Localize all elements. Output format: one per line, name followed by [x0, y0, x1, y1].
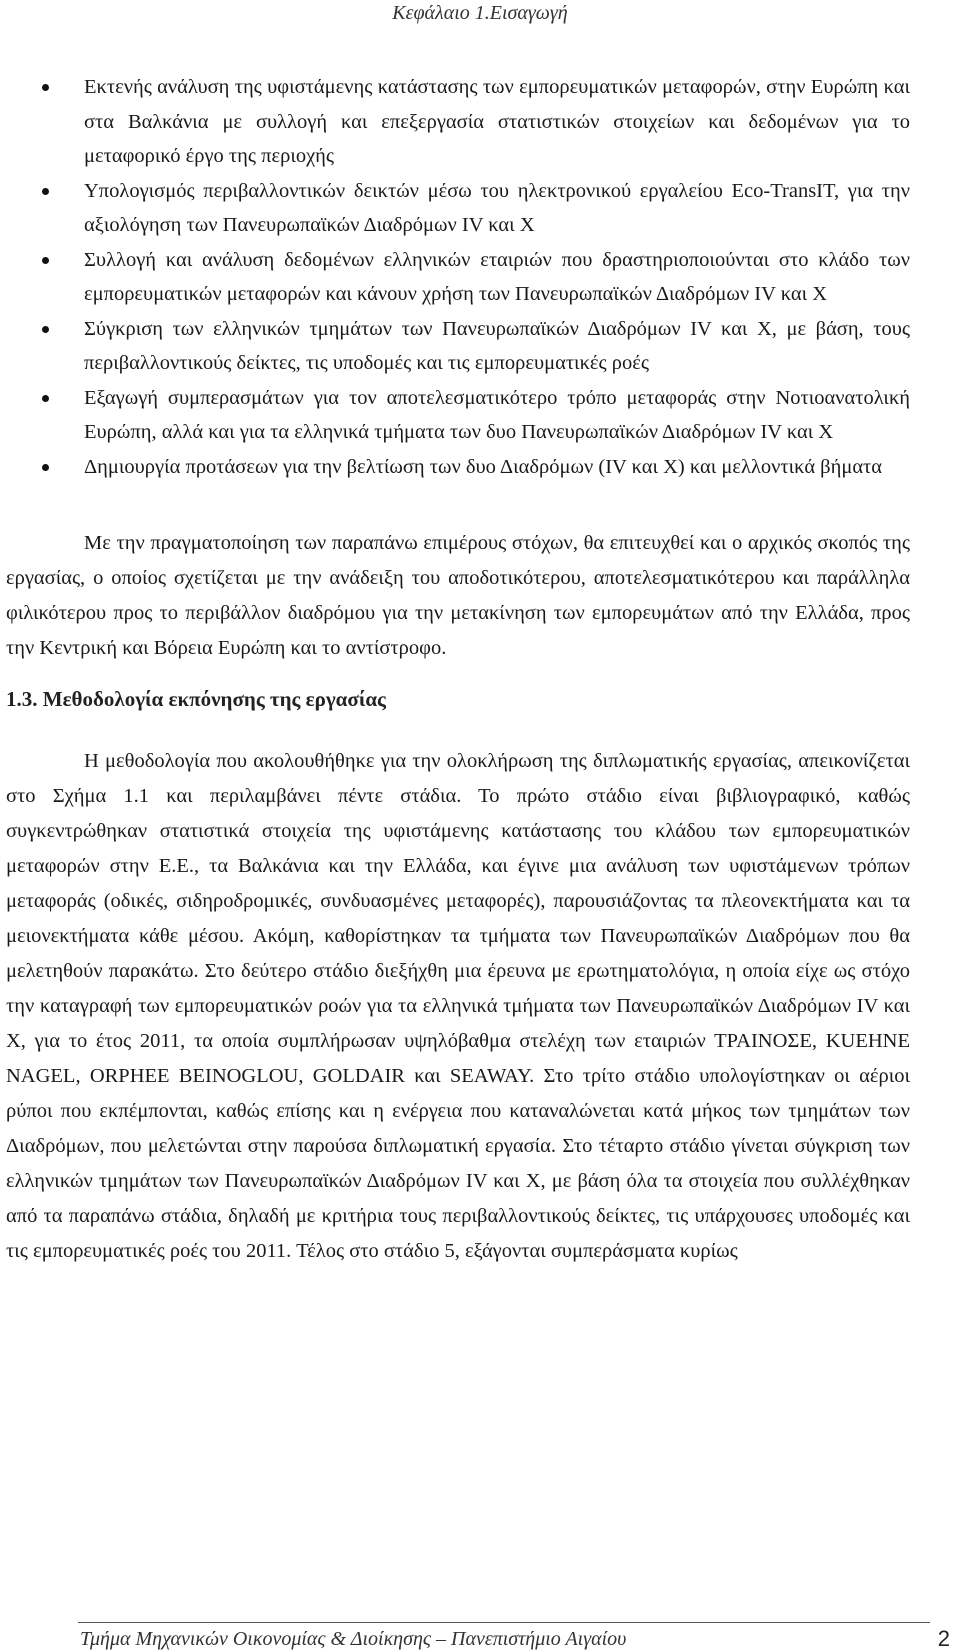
- footer-divider: [78, 1622, 930, 1623]
- page-header: Κεφάλαιο 1.Εισαγωγή: [392, 2, 568, 24]
- page-body: [6, 70, 910, 1269]
- page-number: 2: [937, 1626, 950, 1651]
- goal-paragraph: Με την πραγματοποίηση των παραπάνω επιμέρους στόχων, θα επιτευχθεί και ο αρχικός σκοπός της εργασίας, ο οποίος σχετίζεται με την ανάδειξη του αποδοτικότερου, αποτελεσματικότερου και παράλληλα φιλικότερου προς το περιβάλλον διαδρόμου για την μετακίνηση των εμπορευμάτων από την Ελλάδα, προς την Κεντρική και Βόρεια Ευρώπη και το αντίστροφο.: [6, 532, 910, 659]
- list-item: Υπολογισμός περιβαλλοντικών δεικτών μέσω του ηλεκτρονικού εργαλείου Eco-TransIT, για την αξιολόγηση των Πανευρωπαϊκών Διαδρόμων IV και X: [6, 174, 910, 243]
- methodology-paragraph: Η μεθοδολογία που ακολουθήθηκε για την ολοκλήρωση της διπλωματικής εργασίας, απεικονίζεται στο Σχήμα 1.1 και περιλαμβάνει πέντε στάδια. Το πρώτο στάδιο είναι βιβλιογραφικό, καθώς συγκεντρώθηκαν στατιστικά στοιχεία της υφιστάμενης κατάστασης του κλάδου των εμπορευματικών μεταφορών στην Ε.Ε., τα Βαλκάνια και την Ελλάδα, και έγινε μια ανάλυση των υφιστάμενων τρόπων μεταφοράς (οδικές, σιδηροδρομικές, συνδυασμένες μεταφορές), παρουσιάζοντας τα πλεονεκτήματα και τα μειονεκτήματα κάθε μέσου. Ακόμη, καθορίστηκαν τα τμήματα των Πανευρωπαϊκών Διαδρόμων που θα μελετηθούν παρακάτω. Στο δεύτερο στάδιο διεξήχθη μια έρευνα με ερωτηματολόγια, η οποία είχε ως στόχο την καταγραφή των εμπορευματικών ροών για τα ελληνικά τμήματα των Πανευρωπαϊκών Διαδρόμων IV και X, για το έτος 2011, τα οποία συμπλήρωσαν υψηλόβαθμα στελέχη των εταιριών ΤΡΑΙΝΟΣΕ, KUEHNE NAGEL, ORPHEE BEINOGLOU, GOLDAIR και SEAWAY. Στο τρίτο στάδιο υπολογίστηκαν οι αέριοι ρύποι που εκπέμπονται, καθώς επίσης και η ενέργεια που καταναλώνεται κατά μήκος των τμημάτων των Διαδρόμων, που μελετώνται στην παρούσα διπλωματική εργασία. Στο τέταρτο στάδιο γίνεται σύγκριση των ελληνικών τμημάτων των Πανευρωπαϊκών Διαδρόμων IV και X, με βάση όλα τα στοιχεία που συλλέχθηκαν από τα παραπάνω στάδια, δηλαδή με κριτήρια τους περιβαλλοντικούς δείκτες, τις υπάρχουσες υποδομές και τις εμπορευματικές ροές του 2011. Τέλος στο στάδιο 5, εξάγονται συμπεράσματα κυρίως: [6, 750, 910, 1262]
- list-item: Εξαγωγή συμπερασμάτων για τον αποτελεσματικότερο τρόπο μεταφοράς στην Νοτιοανατολική Ευρώπη, αλλά και για τα ελληνικά τμήματα των δυο Πανευρωπαϊκών Διαδρόμων IV και X: [6, 381, 910, 450]
- page-footer: [0, 1622, 960, 1652]
- objectives-list: [6, 70, 910, 484]
- list-item: Δημιουργία προτάσεων για την βελτίωση των δυο Διαδρόμων (IV και X) και μελλοντικά βήματα: [6, 450, 910, 485]
- list-item: Σύγκριση των ελληνικών τμημάτων των Πανευρωπαϊκών Διαδρόμων IV και X, με βάση, τους περιβαλλοντικούς δείκτες, τις υποδομές και τις εμπορευματικές ροές: [6, 312, 910, 381]
- section-heading: [6, 682, 910, 716]
- list-item: Συλλογή και ανάλυση δεδομένων ελληνικών εταιριών που δραστηριοποιούνται στο κλάδο των εμπορευματικών μεταφορών και κάνουν χρήση των Πανευρωπαϊκών Διαδρόμων IV και X: [6, 243, 910, 312]
- section-number: 1.3.: [6, 687, 38, 711]
- list-item: Εκτενής ανάλυση της υφιστάμενης κατάστασης των εμπορευματικών μεταφορών, στην Ευρώπη και στα Βαλκάνια με συλλογή και επεξεργασία στατιστικών στοιχείων και δεδομένων για το μεταφορικό έργο της περιοχής: [6, 70, 910, 174]
- footer-department: Τμήμα Μηχανικών Οικονομίας & Διοίκησης – Πανεπιστήμιο Αιγαίου: [80, 1628, 627, 1650]
- section-title: Μεθοδολογία εκπόνησης της εργασίας: [42, 687, 386, 711]
